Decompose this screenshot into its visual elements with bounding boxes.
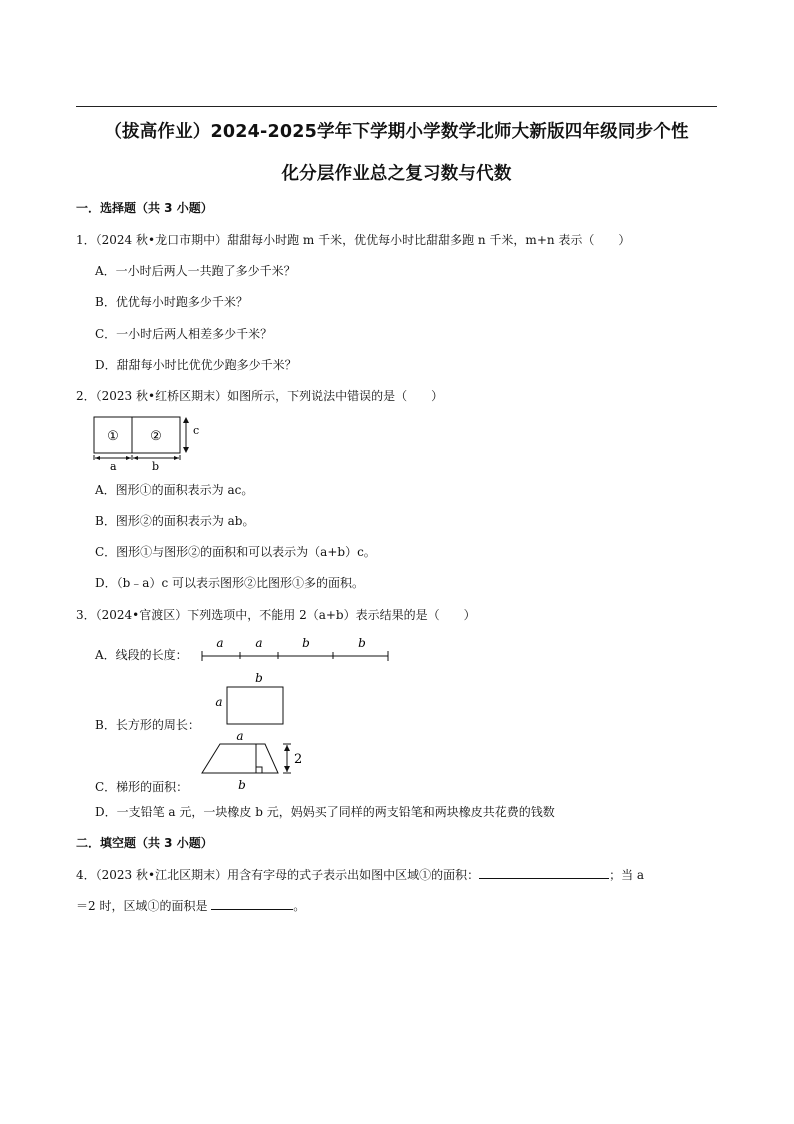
q1-option-b[interactable]: B．优优每小时跑多少千米？ — [95, 295, 248, 309]
q3-option-a[interactable]: A．线段的长度： — [95, 648, 188, 662]
segment-label-3: b — [302, 636, 310, 650]
q3-segment-figure — [198, 633, 398, 663]
question-2-text: 2．（2023 秋•红桥区期末）如图所示，下列说法中错误的是（ ） — [76, 389, 444, 403]
q3-option-b[interactable]: B．长方形的周长： — [95, 718, 200, 732]
trap-shape — [202, 744, 278, 773]
a-arrow-left — [95, 456, 100, 460]
question-4-text-end: ；当 a — [609, 868, 645, 882]
rect-shape — [227, 687, 283, 724]
c-arrow-down — [183, 447, 189, 453]
q1-option-a[interactable]: A．一小时后两人一共跑了多少千米？ — [95, 264, 296, 278]
label-b: b — [152, 460, 160, 472]
q3-option-c[interactable]: C．梯形的面积： — [95, 780, 189, 794]
question-1-text: 1．（2024 秋•龙口市期中）甜甜每小时跑 m 千米，优优每小时比甜甜多跑 n 千米，m+n 表示（ ） — [76, 233, 631, 247]
segment-label-4: b — [358, 636, 366, 650]
height-arrow-down — [284, 766, 290, 772]
rect-label-top: b — [255, 671, 263, 685]
question-4-text2: ＝2 时，区域①的面积是 — [76, 899, 212, 913]
a-arrow-right — [126, 456, 131, 460]
page-title-line1: （拔高作业）2024-2025学年下学期小学数学北师大新版四年级同步个性 — [104, 122, 689, 142]
rect-label-left: a — [215, 695, 223, 709]
header-rule — [76, 106, 717, 107]
answer-blank-2[interactable] — [211, 897, 293, 910]
c-arrow-up — [183, 417, 189, 423]
trap-label-bottom: b — [238, 778, 246, 792]
section-heading-choice: 一．选择题（共 3 小题） — [76, 201, 213, 215]
question-4-text: 4．（2023 秋•江北区期末）用含有字母的式子表示出如图中区域①的面积： — [76, 868, 480, 882]
question-3-text: 3．（2024•官渡区）下列选项中，不能用 2（a+b）表示结果的是（ ） — [76, 608, 476, 622]
height-arrow-up — [284, 745, 290, 751]
segment-label-2: a — [255, 636, 263, 650]
q2-option-d[interactable]: D．（b﹣a）c 可以表示图形②比图形①多的面积。 — [95, 576, 364, 590]
question-4-line1 — [76, 866, 644, 883]
label-a: a — [110, 460, 117, 472]
b-arrow-left — [133, 456, 138, 460]
question-4-line2 — [76, 897, 305, 914]
q2-option-c[interactable]: C．图形①与图形②的面积和可以表示为（a+b）c。 — [95, 545, 376, 559]
q2-option-b[interactable]: B．图形②的面积表示为 ab。 — [95, 514, 255, 528]
region-2-label: ② — [150, 429, 162, 444]
question-4-text2-end: 。 — [293, 899, 306, 913]
right-angle-mark — [256, 767, 262, 773]
section-heading-fill: 二．填空题（共 3 小题） — [76, 836, 213, 850]
answer-blank-1[interactable] — [479, 866, 609, 879]
page-title-line2: 化分层作业总之复习数与代数 — [281, 164, 512, 184]
q1-option-d[interactable]: D．甜甜每小时比优优少跑多少千米？ — [95, 358, 297, 372]
label-c: c — [193, 424, 200, 437]
trap-label-height: 2 — [294, 752, 303, 767]
q3-rectangle-figure — [208, 668, 298, 730]
region-1-label: ① — [107, 429, 119, 444]
q3-option-d[interactable]: D．一支铅笔 a 元，一块橡皮 b 元，妈妈买了同样的两支铅笔和两块橡皮共花费的钱数 — [95, 805, 555, 819]
q3-trapezoid-figure — [195, 728, 310, 794]
q1-option-c[interactable]: C．一小时后两人相差多少千米？ — [95, 327, 273, 341]
trap-label-top: a — [236, 729, 244, 743]
b-arrow-right — [174, 456, 179, 460]
segment-label-1: a — [216, 636, 224, 650]
q2-rectangle-figure — [90, 412, 215, 472]
q2-option-a[interactable]: A．图形①的面积表示为 ac。 — [95, 483, 254, 497]
